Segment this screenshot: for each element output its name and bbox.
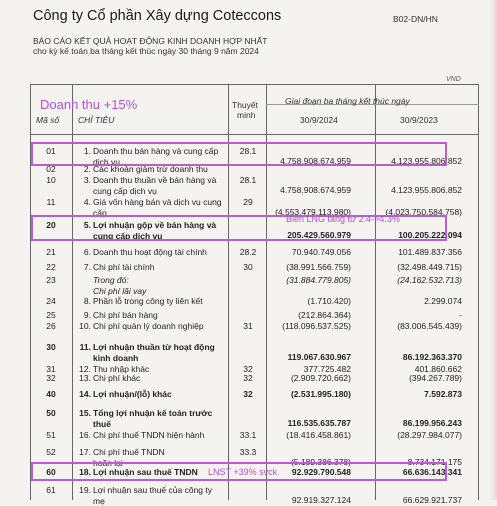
row-value-2023: (83.006.545.439)	[360, 321, 462, 331]
row-value-2024: 92.919.327.124	[248, 495, 351, 505]
row-code: 26	[30, 321, 72, 331]
row-note-ref: 28.2	[227, 247, 269, 257]
row-number: 8.	[76, 296, 91, 306]
row-label-line1: Lợi nhuận sau thuế TNDN	[93, 467, 253, 478]
row-label-line1: Chi phí khác	[93, 373, 253, 384]
row-label	[93, 275, 253, 296]
row-label-line1: Doanh thu hoạt động tài chính	[93, 247, 253, 258]
row-label-line2: dịch vụ	[93, 157, 253, 168]
annotation-margin: Biên LNG tăng từ 2.4->4.3%	[286, 214, 400, 224]
row-label	[93, 485, 253, 506]
report-title: BÁO CÁO KẾT QUẢ HOẠT ĐỘNG KINH DOANH HỢP NHẤT	[33, 36, 267, 46]
row-number: 12.	[76, 364, 91, 374]
row-value-2024: 4.758.908.674.959	[248, 185, 351, 195]
row-value-2024: (1.710.420)	[248, 296, 351, 306]
row-number: 10.	[76, 321, 91, 331]
row-number: 2.	[76, 164, 91, 174]
row-value-2024: (2.531.995.180)	[248, 389, 351, 399]
row-label-line2: kinh doanh	[93, 353, 253, 364]
row-code: 51	[30, 430, 72, 440]
row-label-line1: Doanh thu bán hàng và cung cấp	[93, 146, 253, 157]
row-note-ref: 33.1	[227, 430, 269, 440]
row-number: 6.	[76, 247, 91, 257]
row-label-line2: hoãn lại	[93, 458, 253, 469]
row-label-line1: Lợi nhuận sau thuế của công ty	[93, 485, 253, 496]
row-number: 11.	[76, 342, 91, 352]
row-label	[93, 310, 253, 321]
row-code: 31	[30, 364, 72, 374]
row-label-line2: cung cấp dịch vụ	[93, 186, 253, 197]
row-note-ref: 32	[227, 373, 269, 383]
row-value-2024: (38.991.566.759)	[248, 262, 351, 272]
row-code: 01	[30, 146, 72, 156]
row-label-line1: Giá vốn hàng bán và dịch vụ cung	[93, 197, 253, 208]
report-subtitle: cho kỳ kế toán ba tháng kết thúc ngày 30 tháng 9 năm 2024	[33, 46, 259, 56]
row-label-line1: Phần lỗ trong công ty liên kết	[93, 296, 253, 307]
row-value-2023: (4.023.750.584.758)	[360, 207, 462, 217]
row-label-line1: Chi phí tài chính	[93, 262, 253, 273]
row-value-2023: 66.636.143.341	[360, 467, 462, 477]
row-code: 02	[30, 164, 72, 174]
row-value-2024: (31.884.779.805)	[248, 275, 351, 285]
row-number: 1.	[76, 146, 91, 156]
page-edge-shadow	[489, 0, 497, 500]
annotation-revenue: Doanh thu +15%	[40, 97, 137, 112]
row-number: 7.	[76, 262, 91, 272]
row-value-2024: (2.909.720.662)	[248, 373, 351, 383]
row-note-ref: 28.1	[227, 175, 269, 185]
row-code: 61	[30, 485, 72, 495]
row-label-line1: Lợi nhuận/(lỗ) khác	[93, 389, 253, 400]
row-label-line2: cấp	[93, 208, 253, 219]
row-value-2024: 119.067.630.967	[248, 352, 351, 362]
row-label	[93, 296, 253, 307]
row-number: 16.	[76, 430, 91, 440]
row-label-line1: Lợi nhuận thuần từ hoạt động	[93, 342, 253, 353]
row-value-2023: (32.498.449.715)	[360, 262, 462, 272]
row-number: 3.	[76, 175, 91, 185]
row-label	[93, 408, 253, 429]
row-code: 21	[30, 247, 72, 257]
row-value-2024: 116.535.635.787	[248, 418, 351, 428]
row-label-line2: mẹ	[93, 496, 253, 506]
row-note-ref: 28.1	[227, 146, 269, 156]
column-period: Giai đoạn ba tháng kết thúc ngày	[285, 96, 410, 106]
row-value-2023: 100.205.222.094	[360, 230, 462, 240]
highlight-revenue	[31, 142, 447, 166]
row-code: 25	[30, 310, 72, 320]
row-number: 13.	[76, 373, 91, 383]
row-label-line1: Trong đó:	[93, 275, 253, 286]
row-value-2023: (394.267.789)	[360, 373, 462, 383]
row-value-2023: -	[360, 310, 462, 320]
row-code: 50	[30, 408, 72, 418]
currency-unit: VND	[446, 76, 461, 83]
column-date-2024: 30/9/2024	[300, 115, 338, 125]
company-name: Công ty Cổ phần Xây dựng Coteccons	[33, 8, 281, 24]
row-label-line1: Chi phí bán hàng	[93, 310, 253, 321]
row-number: 15.	[76, 408, 91, 418]
row-value-2023: 2.299.074	[360, 296, 462, 306]
row-code: 20	[30, 220, 72, 230]
row-number: 14.	[76, 389, 91, 399]
column-item: CHỈ TIÊU	[78, 115, 114, 125]
row-note-ref: 29	[227, 197, 269, 207]
row-value-2024: (4.553.479.113.980)	[248, 207, 351, 217]
row-value-2023: 4.123.955.806.852	[360, 185, 462, 195]
row-note-ref: 30	[227, 262, 269, 272]
row-label-line1: Thu nhập khác	[93, 364, 253, 375]
row-number: 18.	[76, 467, 91, 477]
row-value-2024: 70.940.749.056	[248, 247, 351, 257]
row-value-2023: 8.734.171.175	[360, 457, 462, 467]
row-number: 4.	[76, 197, 91, 207]
row-value-2023: 86.192.363.370	[360, 352, 462, 362]
row-note-ref: 32	[227, 389, 269, 399]
row-number: 17.	[76, 447, 91, 457]
row-number: 5.	[76, 220, 91, 230]
row-value-2024: 4.758.908.674.959	[248, 156, 351, 166]
column-note-line2: minh	[237, 110, 255, 120]
row-number: 19.	[76, 485, 91, 495]
row-code: 32	[30, 373, 72, 383]
row-value-2023: 86.199.956.243	[360, 418, 462, 428]
annotation-profit: LNST +39% svck	[208, 467, 277, 477]
row-number: 9.	[76, 310, 91, 320]
row-code: 24	[30, 296, 72, 306]
row-label-line2: Chi phí lãi vay	[93, 286, 253, 297]
row-value-2024: (212.864.364)	[248, 310, 351, 320]
row-code: 40	[30, 389, 72, 399]
row-value-2023: 4.123.955.806.852	[360, 156, 462, 166]
row-value-2023: 66.629.921.737	[360, 495, 462, 505]
row-label-line2: thuế	[93, 419, 253, 430]
row-code: 11	[30, 197, 72, 207]
row-label-line1: Doanh thu thuần về bán hàng và	[93, 175, 253, 186]
row-value-2023: 101.489.837.356	[360, 247, 462, 257]
column-code: Mã số	[36, 115, 59, 125]
form-code: B02-DN/HN	[393, 14, 438, 24]
row-label-line1: Chi phí quản lý doanh nghiệp	[93, 321, 253, 332]
row-label-line1: Chi phí thuế TNDN hiện hành	[93, 430, 253, 441]
row-note-ref: 31	[227, 321, 269, 331]
row-value-2024: (18.416.458.861)	[248, 430, 351, 440]
row-code: 10	[30, 175, 72, 185]
row-value-2024: 205.429.560.979	[248, 230, 351, 240]
row-value-2023: 401.860.662	[360, 364, 462, 374]
row-code: 22	[30, 262, 72, 272]
row-note-ref: 32	[227, 364, 269, 374]
row-value-2024: (5.189.386.378)	[248, 457, 351, 467]
column-note-line1: Thuyết	[232, 100, 258, 110]
row-label	[93, 342, 253, 363]
row-label-line2: cung cấp dịch vụ	[93, 231, 253, 242]
row-code: 60	[30, 467, 72, 477]
row-code: 23	[30, 275, 72, 285]
row-value-2023: (24.162.532.713)	[360, 275, 462, 285]
row-code: 30	[30, 342, 72, 352]
column-date-2023: 30/9/2023	[400, 115, 438, 125]
row-value-2024: 377.725.482	[248, 364, 351, 374]
row-value-2024: 92.929.790.548	[248, 467, 351, 477]
row-value-2024: (118.096.537.525)	[248, 321, 351, 331]
row-value-2023: (28.297.984.077)	[360, 430, 462, 440]
row-label-line1: Lợi nhuận gộp về bán hàng và	[93, 220, 253, 231]
row-code: 52	[30, 447, 72, 457]
row-label-line1: Chi phí thuế TNDN	[93, 447, 253, 458]
row-label-line1: Các khoản giảm trừ doanh thu	[93, 164, 253, 175]
row-note-ref: 33.3	[227, 447, 269, 457]
row-value-2023: 7.592.873	[360, 389, 462, 399]
row-label-line1: Tổng lợi nhuận kế toán trước	[93, 408, 253, 419]
